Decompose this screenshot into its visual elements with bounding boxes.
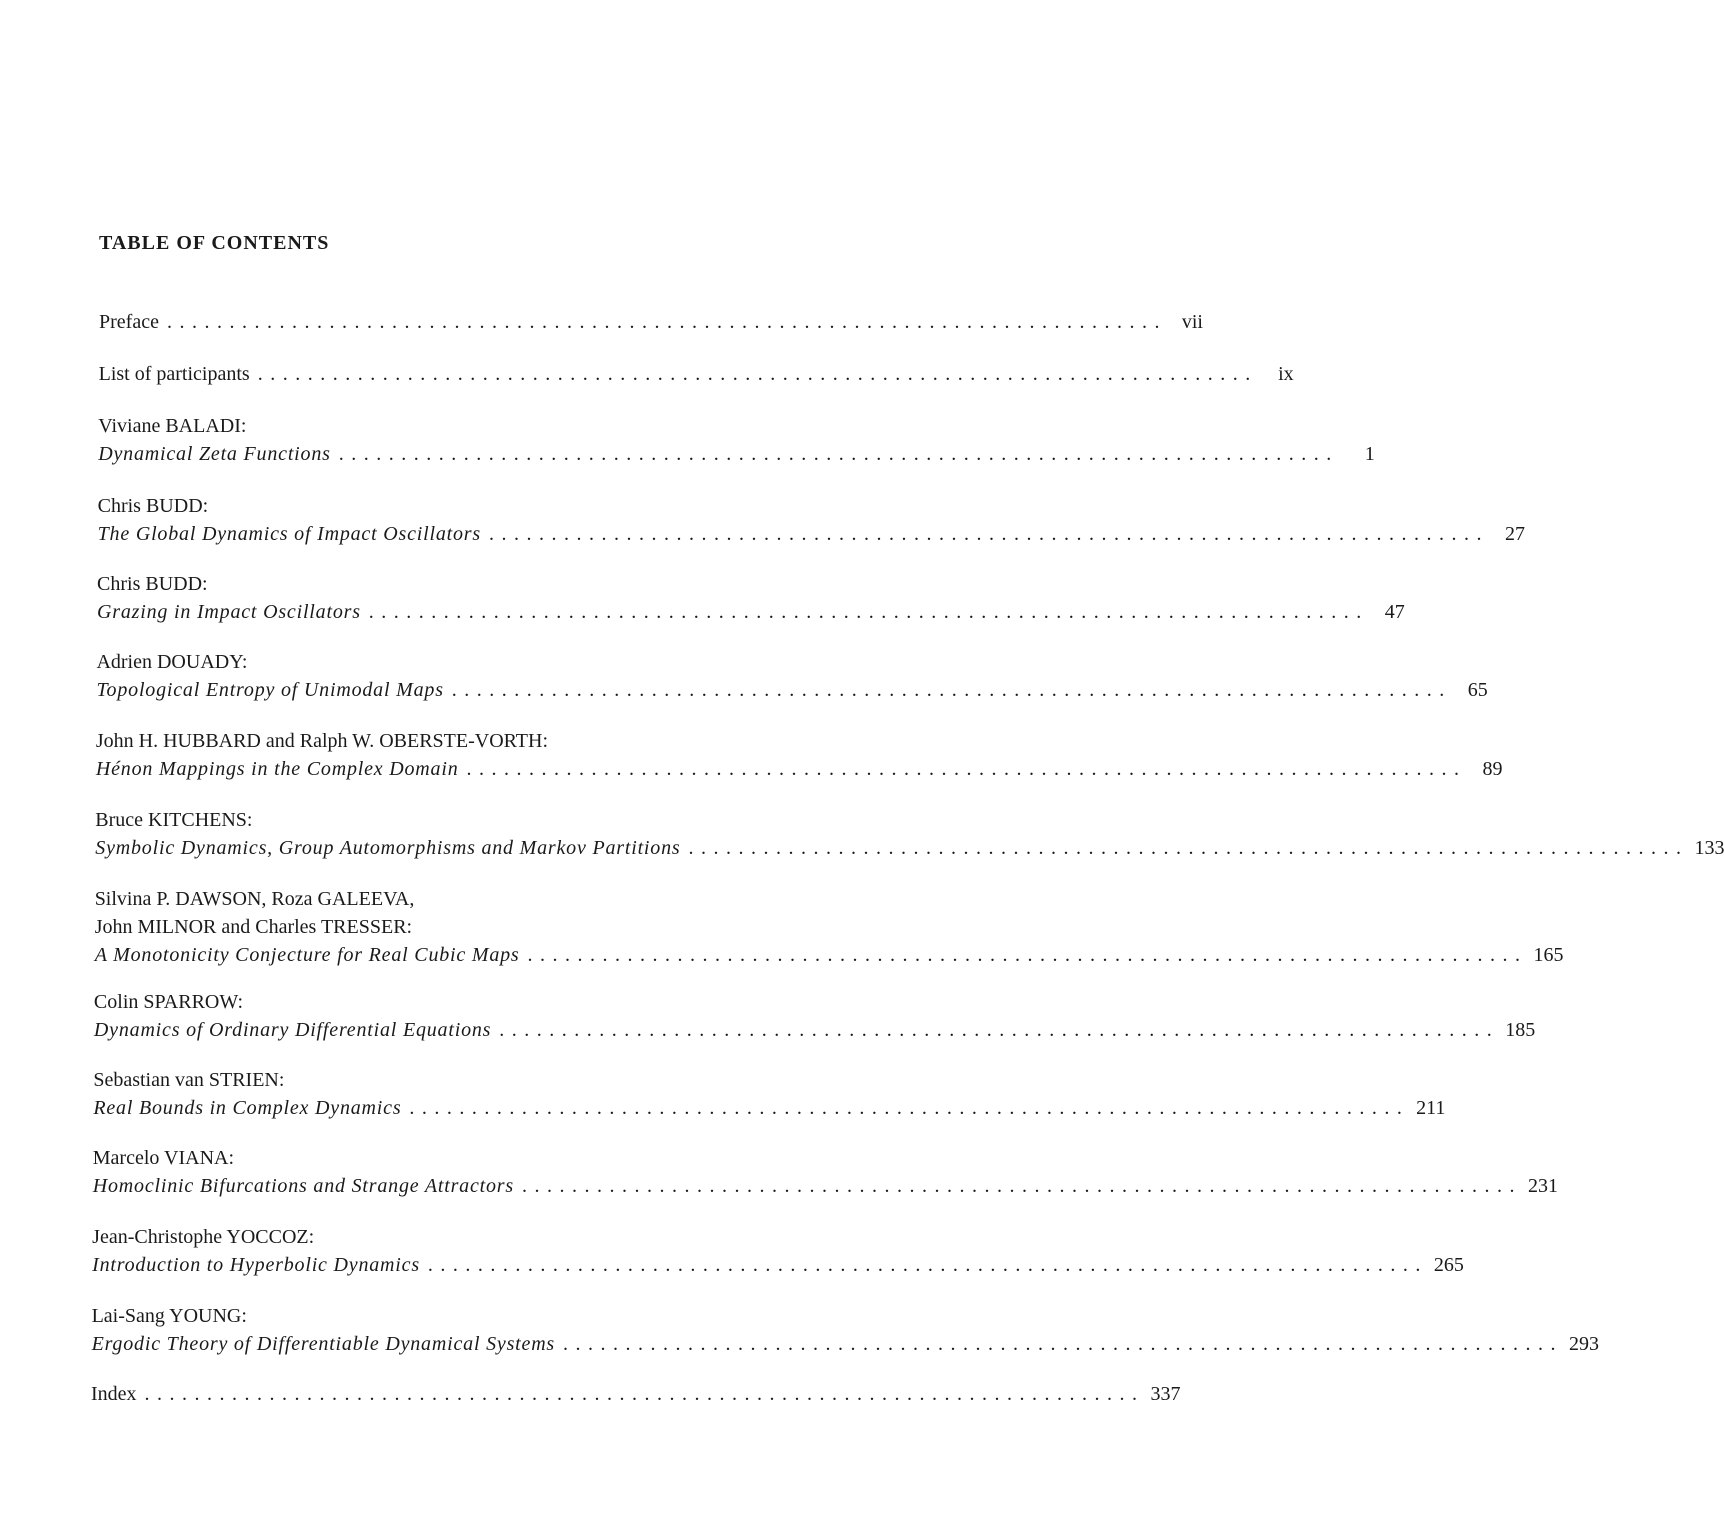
entry-title-line [98, 360, 1294, 388]
entry-title: Homoclinic Bifurcations and Strange Attractors [92, 1175, 514, 1197]
entry-author: Viviane BALADI: [98, 415, 247, 437]
dot-leader: ................................................................................ [527, 944, 1528, 966]
dot-leader: ................................................................................ [488, 523, 1489, 545]
entry-title-line [95, 755, 1503, 783]
dot-leader: ................................................................................ [144, 1383, 1145, 1405]
dot-leader: ................................................................................ [257, 363, 1258, 385]
toc-entry [95, 727, 1503, 783]
entry-title-line [91, 1330, 1600, 1358]
entry-page-number: 65 [1467, 679, 1488, 701]
entry-page-number: 1 [1364, 443, 1375, 465]
entry-author: Chris BUDD: [97, 495, 209, 517]
toc-entry [91, 1380, 1181, 1408]
toc-entry [98, 360, 1294, 388]
entry-author: Marcelo VIANA: [92, 1147, 235, 1169]
toc-entry [95, 806, 1724, 862]
entry-page-number: 89 [1482, 758, 1503, 780]
entry-title-line [98, 440, 1375, 468]
entry-title: Symbolic Dynamics, Group Automorphisms and Markov Partitions [95, 837, 681, 859]
entry-title: Grazing in Impact Oscillators [97, 601, 361, 623]
entry-author: Colin SPARROW: [93, 991, 244, 1013]
entry-author: Bruce KITCHENS: [95, 809, 253, 831]
entry-page-number: vii [1181, 311, 1203, 333]
dot-leader: ................................................................................ [409, 1097, 1410, 1119]
entry-page-number: 211 [1416, 1097, 1446, 1119]
dot-leader: ................................................................................ [521, 1175, 1522, 1197]
entry-title: Index [91, 1383, 137, 1405]
entry-page-number: 265 [1433, 1254, 1464, 1276]
entry-title: Preface [99, 311, 159, 333]
entry-title-line [93, 1094, 1446, 1122]
entry-title: A Monotonicity Conjecture for Real Cubic Maps [94, 944, 520, 966]
entry-author: John MILNOR and Charles TRESSER: [94, 916, 413, 938]
entry-page-number: 293 [1569, 1333, 1600, 1355]
entry-page-number: ix [1278, 363, 1294, 385]
entry-title: The Global Dynamics of Impact Oscillators [97, 523, 481, 545]
entry-title-line [92, 1251, 1464, 1279]
entry-author: Sebastian van STRIEN: [93, 1069, 285, 1091]
entry-title: List of participants [98, 363, 250, 385]
entry-page-number: 337 [1150, 1383, 1181, 1405]
entry-page-number: 165 [1533, 944, 1564, 966]
entry-page-number: 27 [1504, 523, 1525, 545]
entry-title-line [92, 1172, 1558, 1200]
entry-author: Chris BUDD: [97, 573, 208, 595]
entry-title: Real Bounds in Complex Dynamics [93, 1097, 402, 1119]
entry-title: Hénon Mappings in the Complex Domain [95, 758, 459, 780]
dot-leader: ................................................................................ [166, 311, 1167, 333]
dot-leader: ................................................................................ [499, 1019, 1500, 1041]
toc-entry [98, 412, 1375, 468]
toc-entry [97, 570, 1405, 626]
entry-author: Jean-Christophe YOCCOZ: [92, 1226, 315, 1248]
page-title: TABLE OF CONTENTS [99, 232, 330, 254]
entry-title: Dynamics of Ordinary Differential Equations [93, 1019, 492, 1041]
entry-title: Introduction to Hyperbolic Dynamics [92, 1254, 420, 1276]
toc-entry [93, 1066, 1446, 1122]
toc-entry [91, 1302, 1600, 1358]
dot-leader: ................................................................................ [368, 601, 1369, 623]
entry-page-number: 133 [1694, 837, 1724, 859]
entry-page-number: 231 [1527, 1175, 1558, 1197]
entry-title-line [97, 520, 1525, 548]
entry-title: Topological Entropy of Unimodal Maps [96, 679, 444, 701]
entry-title: Dynamical Zeta Functions [98, 443, 331, 465]
toc-entry [93, 988, 1536, 1044]
toc-entry [94, 885, 1564, 969]
dot-leader: ................................................................................ [451, 679, 1452, 701]
dot-leader: ................................................................................ [338, 443, 1339, 465]
entry-title-line [93, 1016, 1536, 1044]
entry-title-line [99, 308, 1203, 336]
toc-entry [96, 648, 1488, 704]
entry-author: Adrien DOUADY: [96, 651, 248, 673]
toc-entry [92, 1223, 1464, 1279]
entry-title-line [96, 676, 1488, 704]
dot-leader: ................................................................................ [427, 1254, 1428, 1276]
dot-leader: ................................................................................ [563, 1333, 1564, 1355]
entry-title: Ergodic Theory of Differentiable Dynamical Systems [91, 1333, 556, 1355]
entry-page-number: 185 [1505, 1019, 1536, 1041]
entry-title-line [97, 598, 1405, 626]
entry-title-line [94, 941, 1564, 969]
dot-leader: ................................................................................ [466, 758, 1467, 780]
entry-title-line [95, 834, 1724, 862]
toc-entry [92, 1144, 1558, 1200]
entry-author: Silvina P. DAWSON, Roza GALEEVA, [94, 888, 415, 910]
dot-leader: ................................................................................ [688, 837, 1689, 859]
entry-author: Lai-Sang YOUNG: [91, 1305, 247, 1327]
entry-title-line [91, 1380, 1181, 1408]
toc-entry [99, 308, 1203, 336]
toc-entry [97, 492, 1525, 548]
entry-author: John H. HUBBARD and Ralph W. OBERSTE-VORTH: [95, 730, 549, 752]
entry-page-number: 47 [1384, 601, 1405, 623]
